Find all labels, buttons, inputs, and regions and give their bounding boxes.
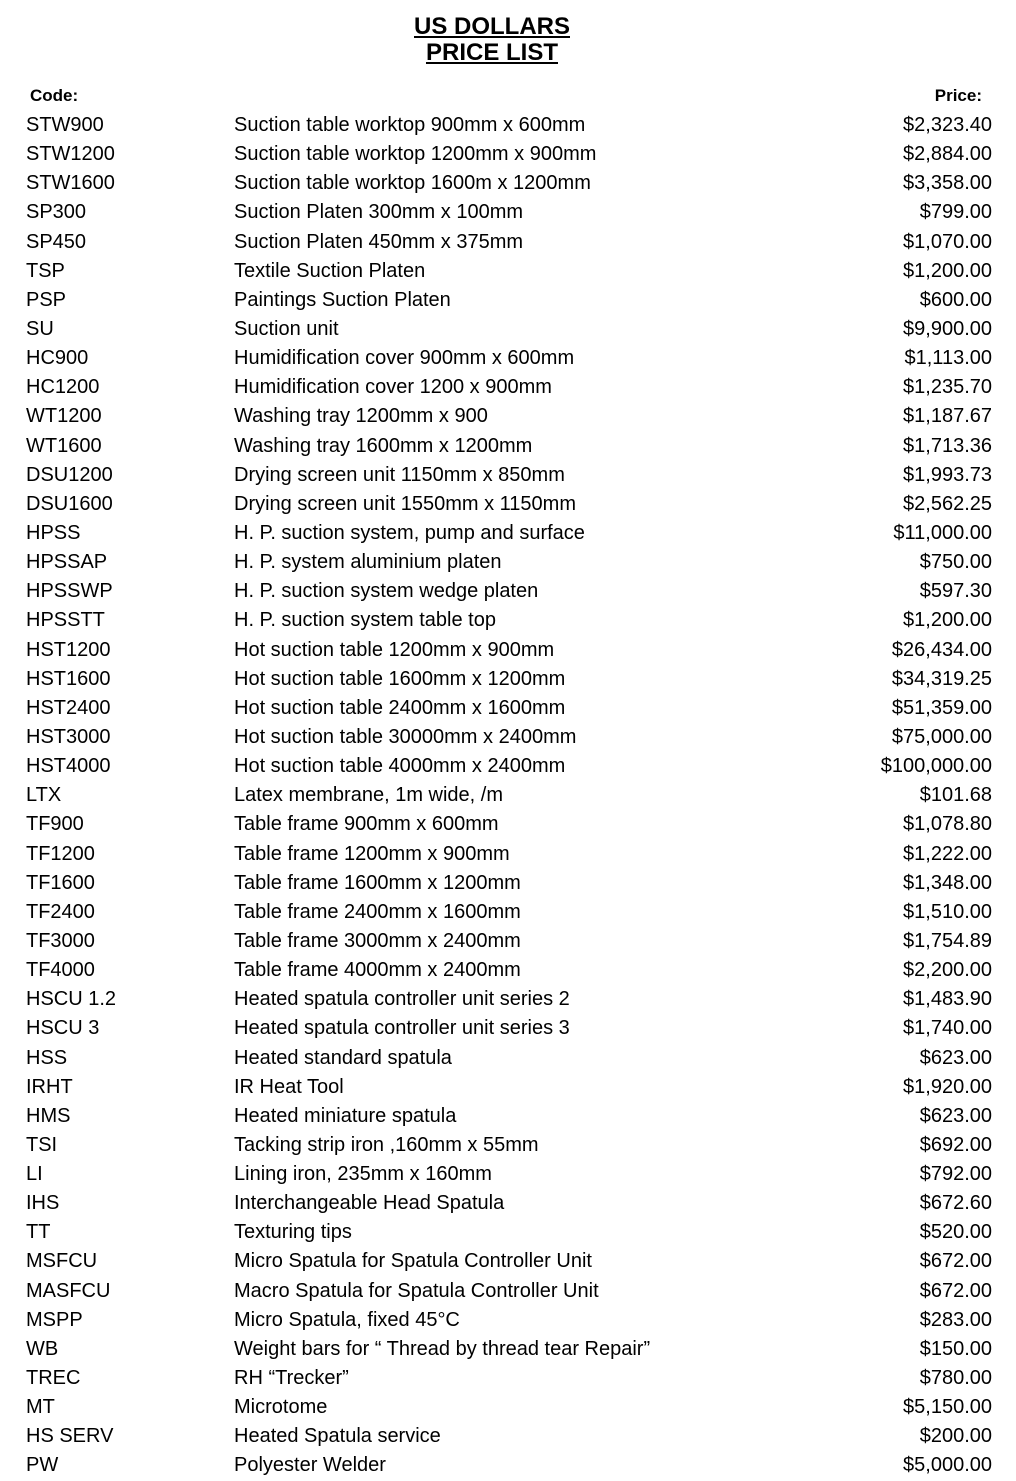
item-price: $1,348.00 (903, 871, 992, 894)
item-price: $1,510.00 (903, 900, 992, 923)
item-description: Table frame 1200mm x 900mm (234, 842, 510, 865)
item-code: IHS (26, 1192, 60, 1215)
item-description: Humidification cover 900mm x 600mm (234, 347, 575, 370)
table-row (0, 1364, 1016, 1393)
item-description: Heated Spatula service (234, 1425, 441, 1448)
item-description: Macro Spatula for Spatula Controller Unit (234, 1279, 599, 1302)
item-code: WB (26, 1337, 59, 1360)
item-price: $780.00 (919, 1367, 992, 1390)
table-row (0, 665, 1016, 694)
item-price: $623.00 (919, 1104, 992, 1127)
item-description: Table frame 4000mm x 2400mm (234, 959, 521, 982)
item-code: HSS (26, 1046, 68, 1069)
table-row (0, 898, 1016, 927)
table-row (0, 1102, 1016, 1131)
item-code: STW1200 (26, 143, 115, 166)
item-price: $520.00 (919, 1221, 992, 1244)
table-row (0, 111, 1016, 140)
item-price: $1,200.00 (903, 609, 992, 632)
item-price: $200.00 (919, 1425, 992, 1448)
item-description: Suction Platen 300mm x 100mm (234, 201, 524, 224)
item-price: $672.00 (919, 1279, 992, 1302)
table-row (0, 1247, 1016, 1276)
item-code: TSP (26, 259, 65, 282)
item-price: $1,222.00 (903, 842, 992, 865)
item-price: $792.00 (919, 1163, 992, 1186)
item-code: SP450 (26, 230, 87, 253)
item-code: MT (26, 1396, 55, 1419)
item-code: HST4000 (26, 755, 111, 778)
table-row (0, 606, 1016, 635)
table-header (0, 86, 1016, 108)
item-code: HPSSWP (26, 580, 113, 603)
item-description: Drying screen unit 1150mm x 850mm (234, 463, 565, 486)
table-row (0, 198, 1016, 227)
item-description: Heated spatula controller unit series 2 (234, 988, 570, 1011)
table-row (0, 636, 1016, 665)
item-code: HST2400 (26, 696, 111, 719)
item-price: $1,713.36 (903, 434, 992, 457)
item-description: H. P. suction system wedge platen (234, 580, 539, 603)
table-row (0, 490, 1016, 519)
item-price: $1,740.00 (903, 1017, 992, 1040)
item-code: HPSS (26, 521, 81, 544)
item-description: Tacking strip iron ,160mm x 55mm (234, 1133, 539, 1156)
document-title (0, 14, 984, 66)
item-description: Hot suction table 1200mm x 900mm (234, 638, 555, 661)
item-code: MSFCU (26, 1250, 98, 1273)
item-price: $100,000.00 (880, 755, 992, 778)
item-code: HST1600 (26, 667, 111, 690)
item-description: Texturing tips (234, 1221, 352, 1244)
table-row (0, 169, 1016, 198)
item-code: HS SERV (26, 1425, 114, 1448)
item-code: HC1200 (26, 376, 100, 399)
item-price: $799.00 (919, 201, 992, 224)
item-code: LTX (26, 784, 62, 807)
item-price: $283.00 (919, 1308, 992, 1331)
item-description: RH “Trecker” (234, 1367, 349, 1390)
item-price: $1,920.00 (903, 1075, 992, 1098)
item-code: TF1600 (26, 871, 95, 894)
item-description: Table frame 900mm x 600mm (234, 813, 499, 836)
item-description: Heated standard spatula (234, 1046, 452, 1069)
header-price: Price: (934, 86, 982, 105)
title-currency: US DOLLARS (414, 13, 570, 40)
table-row (0, 140, 1016, 169)
table-row (0, 1073, 1016, 1102)
item-price: $2,200.00 (903, 959, 992, 982)
item-price: $1,070.00 (903, 230, 992, 253)
item-description: H. P. suction system, pump and surface (234, 521, 585, 544)
item-code: WT1600 (26, 434, 102, 457)
item-price: $150.00 (919, 1337, 992, 1360)
table-row (0, 315, 1016, 344)
item-code: LI (26, 1163, 43, 1186)
item-code: SP300 (26, 201, 87, 224)
item-description: Lining iron, 235mm x 160mm (234, 1163, 492, 1186)
item-description: H. P. suction system table top (234, 609, 496, 632)
item-price: $750.00 (919, 551, 992, 574)
table-row (0, 985, 1016, 1014)
item-code: IRHT (26, 1075, 73, 1098)
item-description: Hot suction table 2400mm x 1600mm (234, 696, 566, 719)
table-row (0, 869, 1016, 898)
item-price: $2,562.25 (903, 492, 992, 515)
item-price: $1,235.70 (903, 376, 992, 399)
item-description: Suction table worktop 1600m x 1200mm (234, 172, 591, 195)
item-price: $1,187.67 (903, 405, 992, 428)
item-code: DSU1600 (26, 492, 113, 515)
item-code: PW (26, 1454, 59, 1477)
item-price: $692.00 (919, 1133, 992, 1156)
item-price: $51,359.00 (891, 696, 992, 719)
item-code: HST3000 (26, 725, 111, 748)
item-description: Latex membrane, 1m wide, /m (234, 784, 503, 807)
item-price: $101.68 (919, 784, 992, 807)
item-description: Suction table worktop 900mm x 600mm (234, 114, 586, 136)
item-price: $1,993.73 (903, 463, 992, 486)
item-price: $597.30 (919, 580, 992, 603)
item-code: PSP (26, 288, 67, 311)
item-price: $1,113.00 (904, 347, 992, 370)
header-code: Code: (30, 86, 79, 105)
table-row (0, 228, 1016, 257)
item-description: Micro Spatula for Spatula Controller Unit (234, 1250, 592, 1273)
table-row (0, 344, 1016, 373)
table-row (0, 1218, 1016, 1247)
item-description: Suction table worktop 1200mm x 900mm (234, 143, 597, 166)
item-price: $1,200.00 (903, 259, 992, 282)
table-row (0, 402, 1016, 431)
item-price: $75,000.00 (891, 725, 992, 748)
item-price: $600.00 (919, 288, 992, 311)
item-code: HPSSAP (26, 551, 108, 574)
item-code: SU (26, 317, 54, 340)
item-description: Polyester Welder (234, 1454, 386, 1477)
item-code: TF2400 (26, 900, 95, 923)
table-row (0, 519, 1016, 548)
item-description: Washing tray 1600mm x 1200mm (234, 434, 533, 457)
item-price: $9,900.00 (903, 317, 992, 340)
item-description: Textile Suction Platen (234, 259, 426, 282)
item-code: TF3000 (26, 929, 95, 952)
item-description: Washing tray 1200mm x 900 (234, 405, 488, 428)
table-row (0, 927, 1016, 956)
table-row (0, 1451, 1016, 1480)
item-description: Hot suction table 30000mm x 2400mm (234, 725, 577, 748)
table-row (0, 810, 1016, 839)
item-price: $3,358.00 (903, 172, 992, 195)
item-code: HSCU 1.2 (26, 988, 117, 1011)
item-price: $26,434.00 (891, 638, 992, 661)
item-code: HC900 (26, 347, 89, 370)
item-description: Heated spatula controller unit series 3 (234, 1017, 570, 1040)
table-row (0, 1160, 1016, 1189)
table-row (0, 752, 1016, 781)
item-description: Drying screen unit 1550mm x 1150mm (234, 492, 576, 515)
table-row (0, 694, 1016, 723)
table-row (0, 781, 1016, 810)
item-description: Micro Spatula, fixed 45°C (234, 1308, 460, 1331)
table-row (0, 1131, 1016, 1160)
item-price: $5,150.00 (903, 1396, 992, 1419)
item-code: TF4000 (26, 959, 95, 982)
item-price: $672.60 (919, 1192, 992, 1215)
item-code: MSPP (26, 1308, 83, 1331)
item-code: HMS (26, 1104, 71, 1127)
table-row (0, 1014, 1016, 1043)
table-row (0, 956, 1016, 985)
item-description: Hot suction table 4000mm x 2400mm (234, 755, 566, 778)
item-description: Table frame 1600mm x 1200mm (234, 871, 521, 894)
item-description: Table frame 3000mm x 2400mm (234, 929, 521, 952)
item-price: $5,000.00 (903, 1454, 992, 1477)
item-code: HSCU 3 (26, 1017, 100, 1040)
price-table (0, 111, 1016, 1481)
item-description: Paintings Suction Platen (234, 288, 451, 311)
item-description: H. P. system aluminium platen (234, 551, 502, 574)
title-price-list: PRICE LIST (425, 39, 558, 66)
table-row (0, 286, 1016, 315)
item-price: $1,754.89 (903, 929, 992, 952)
item-price: $34,319.25 (891, 667, 992, 690)
table-row (0, 432, 1016, 461)
item-description: Table frame 2400mm x 1600mm (234, 900, 521, 923)
item-code: TREC (26, 1367, 81, 1390)
item-code: TT (26, 1221, 51, 1244)
table-row (0, 373, 1016, 402)
table-row (0, 1393, 1016, 1422)
item-description: Interchangeable Head Spatula (234, 1192, 505, 1215)
table-row (0, 840, 1016, 869)
table-row (0, 1277, 1016, 1306)
table-row (0, 1335, 1016, 1364)
item-code: HPSSTT (26, 609, 105, 632)
item-description: Microtome (234, 1396, 328, 1419)
table-row (0, 1189, 1016, 1218)
item-price: $2,884.00 (903, 143, 992, 166)
item-price: $2,323.40 (903, 114, 992, 136)
item-description: Suction unit (234, 317, 339, 340)
table-row (0, 577, 1016, 606)
item-code: DSU1200 (26, 463, 113, 486)
item-description: Humidification cover 1200 x 900mm (234, 376, 552, 399)
item-code: TF900 (26, 813, 84, 836)
item-code: STW1600 (26, 172, 115, 195)
item-code: TF1200 (26, 842, 95, 865)
table-row (0, 1044, 1016, 1073)
table-row (0, 548, 1016, 577)
table-row (0, 257, 1016, 286)
item-price: $1,483.90 (903, 988, 992, 1011)
item-code: WT1200 (26, 405, 102, 428)
item-description: Hot suction table 1600mm x 1200mm (234, 667, 566, 690)
item-code: MASFCU (26, 1279, 111, 1302)
item-price: $672.00 (919, 1250, 992, 1273)
item-price: $1,078.80 (903, 813, 992, 836)
table-row (0, 723, 1016, 752)
table-row (0, 461, 1016, 490)
item-code: STW900 (26, 114, 104, 136)
item-description: Weight bars for “ Thread by thread tear Repair” (234, 1337, 651, 1360)
item-price: $623.00 (919, 1046, 992, 1069)
item-code: HST1200 (26, 638, 111, 661)
item-code: TSI (26, 1133, 58, 1156)
item-price: $11,000.00 (893, 521, 992, 544)
item-description: Heated miniature spatula (234, 1104, 457, 1127)
item-description: IR Heat Tool (234, 1075, 344, 1098)
table-row (0, 1306, 1016, 1335)
table-row (0, 1422, 1016, 1451)
item-description: Suction Platen 450mm x 375mm (234, 230, 524, 253)
